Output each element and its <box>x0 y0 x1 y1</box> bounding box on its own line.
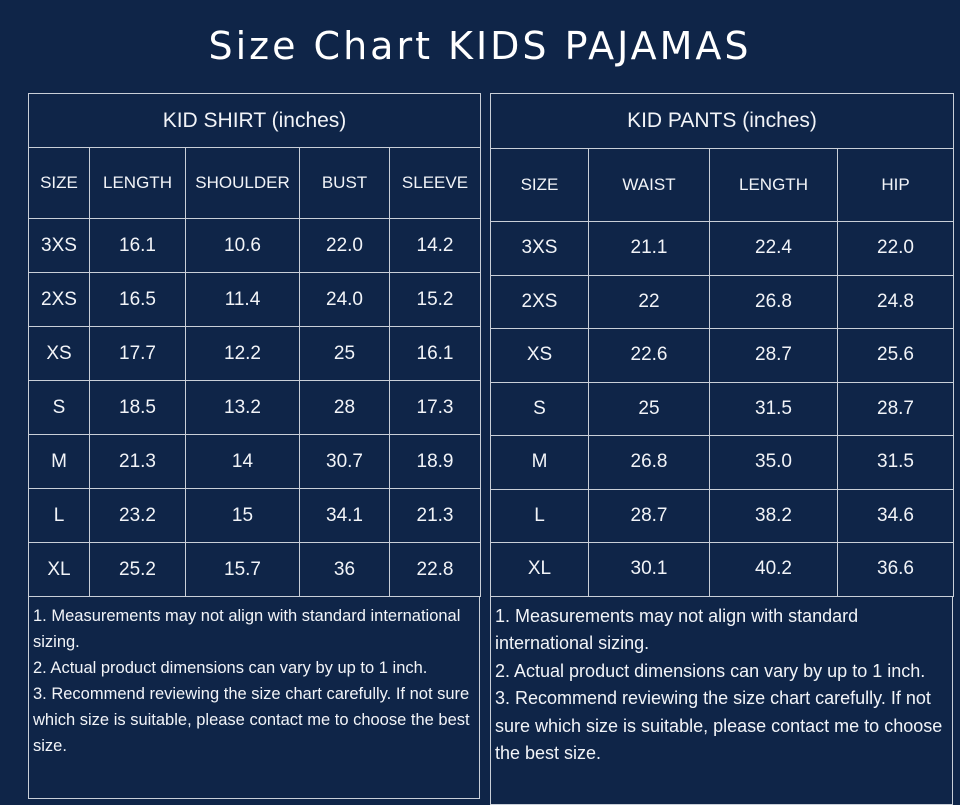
measurement-cell: 31.5 <box>838 436 954 490</box>
size-cell: S <box>491 382 589 436</box>
pants-header-row <box>491 149 954 222</box>
table-row <box>29 327 481 381</box>
shirt-table-caption: KID SHIRT (inches) <box>29 94 481 148</box>
measurement-cell: 22.0 <box>300 219 390 273</box>
pants-size-table <box>490 93 954 597</box>
measurement-cell: 26.8 <box>589 436 710 490</box>
shirt-note-1: 1. Measurements may not align with standard international sizing. <box>33 607 461 651</box>
shirt-header-sleeve: SLEEVE <box>390 148 481 219</box>
measurement-cell: 16.1 <box>90 219 186 273</box>
measurement-cell: 36.6 <box>838 543 954 597</box>
pants-header-size: SIZE <box>491 149 589 222</box>
table-row <box>491 329 954 383</box>
pants-note-1: 1. Measurements may not align with standard international sizing. <box>495 605 859 653</box>
measurement-cell: 25 <box>300 327 390 381</box>
table-row <box>29 273 481 327</box>
measurement-cell: 22.6 <box>589 329 710 383</box>
table-row <box>29 381 481 435</box>
shirt-header-shoulder: SHOULDER <box>186 148 300 219</box>
measurement-cell: 18.9 <box>390 435 481 489</box>
size-cell: XL <box>491 543 589 597</box>
shirt-note-2: 2. Actual product dimensions can vary by up to 1 inch. <box>33 659 428 677</box>
size-cell: 3XS <box>491 222 589 276</box>
table-row <box>491 222 954 276</box>
pants-note-3: 3. Recommend reviewing the size chart carefully. If not sure which size is suitable, please contact me to choose the best size. <box>495 688 943 763</box>
size-cell: 2XS <box>29 273 90 327</box>
table-row <box>29 219 481 273</box>
pants-note-2: 2. Actual product dimensions can vary by up to 1 inch. <box>495 660 926 681</box>
shirt-size-table <box>28 93 481 597</box>
measurement-cell: 10.6 <box>186 219 300 273</box>
measurement-cell: 21.3 <box>390 489 481 543</box>
measurement-cell: 34.1 <box>300 489 390 543</box>
measurement-cell: 23.2 <box>90 489 186 543</box>
measurement-cell: 22.4 <box>710 222 838 276</box>
measurement-cell: 28.7 <box>838 382 954 436</box>
size-cell: L <box>491 489 589 543</box>
table-row <box>491 489 954 543</box>
shirt-header-bust: BUST <box>300 148 390 219</box>
measurement-cell: 13.2 <box>186 381 300 435</box>
size-cell: XS <box>29 327 90 381</box>
measurement-cell: 35.0 <box>710 436 838 490</box>
measurement-cell: 24.0 <box>300 273 390 327</box>
measurement-cell: 28.7 <box>589 489 710 543</box>
size-cell: S <box>29 381 90 435</box>
measurement-cell: 15 <box>186 489 300 543</box>
measurement-cell: 28.7 <box>710 329 838 383</box>
shirt-note-3: 3. Recommend reviewing the size chart carefully. If not sure which size is suitable, please contact me to choose the best size. <box>33 685 470 755</box>
measurement-cell: 17.7 <box>90 327 186 381</box>
measurement-cell: 17.3 <box>390 381 481 435</box>
table-row <box>29 543 481 597</box>
measurement-cell: 26.8 <box>710 275 838 329</box>
table-row <box>29 489 481 543</box>
measurement-cell: 24.8 <box>838 275 954 329</box>
shirt-header-row <box>29 148 481 219</box>
measurement-cell: 11.4 <box>186 273 300 327</box>
measurement-cell: 25 <box>589 382 710 436</box>
measurement-cell: 21.3 <box>90 435 186 489</box>
measurement-cell: 36 <box>300 543 390 597</box>
size-cell: 2XS <box>491 275 589 329</box>
shirt-notes <box>28 597 480 799</box>
pants-header-length: LENGTH <box>710 149 838 222</box>
shirt-header-size: SIZE <box>29 148 90 219</box>
measurement-cell: 16.5 <box>90 273 186 327</box>
table-row <box>29 435 481 489</box>
size-cell: L <box>29 489 90 543</box>
measurement-cell: 40.2 <box>710 543 838 597</box>
size-cell: 3XS <box>29 219 90 273</box>
table-row <box>491 382 954 436</box>
measurement-cell: 14 <box>186 435 300 489</box>
size-cell: XL <box>29 543 90 597</box>
pants-table-caption: KID PANTS (inches) <box>491 94 954 149</box>
measurement-cell: 28 <box>300 381 390 435</box>
shirt-size-panel <box>28 93 480 799</box>
measurement-cell: 22.0 <box>838 222 954 276</box>
measurement-cell: 22.8 <box>390 543 481 597</box>
measurement-cell: 21.1 <box>589 222 710 276</box>
pants-size-panel <box>490 93 953 805</box>
measurement-cell: 12.2 <box>186 327 300 381</box>
shirt-header-length: LENGTH <box>90 148 186 219</box>
measurement-cell: 15.7 <box>186 543 300 597</box>
measurement-cell: 34.6 <box>838 489 954 543</box>
table-row <box>491 275 954 329</box>
measurement-cell: 22 <box>589 275 710 329</box>
size-cell: XS <box>491 329 589 383</box>
table-row <box>491 543 954 597</box>
measurement-cell: 18.5 <box>90 381 186 435</box>
pants-header-hip: HIP <box>838 149 954 222</box>
table-row <box>491 436 954 490</box>
size-cell: M <box>29 435 90 489</box>
measurement-cell: 31.5 <box>710 382 838 436</box>
size-cell: M <box>491 436 589 490</box>
measurement-cell: 14.2 <box>390 219 481 273</box>
measurement-cell: 25.2 <box>90 543 186 597</box>
measurement-cell: 30.7 <box>300 435 390 489</box>
pants-header-waist: WAIST <box>589 149 710 222</box>
measurement-cell: 25.6 <box>838 329 954 383</box>
measurement-cell: 38.2 <box>710 489 838 543</box>
measurement-cell: 30.1 <box>589 543 710 597</box>
measurement-cell: 15.2 <box>390 273 481 327</box>
measurement-cell: 16.1 <box>390 327 481 381</box>
pants-notes <box>490 597 953 805</box>
page-title: Size Chart KIDS PAJAMAS <box>208 24 752 68</box>
